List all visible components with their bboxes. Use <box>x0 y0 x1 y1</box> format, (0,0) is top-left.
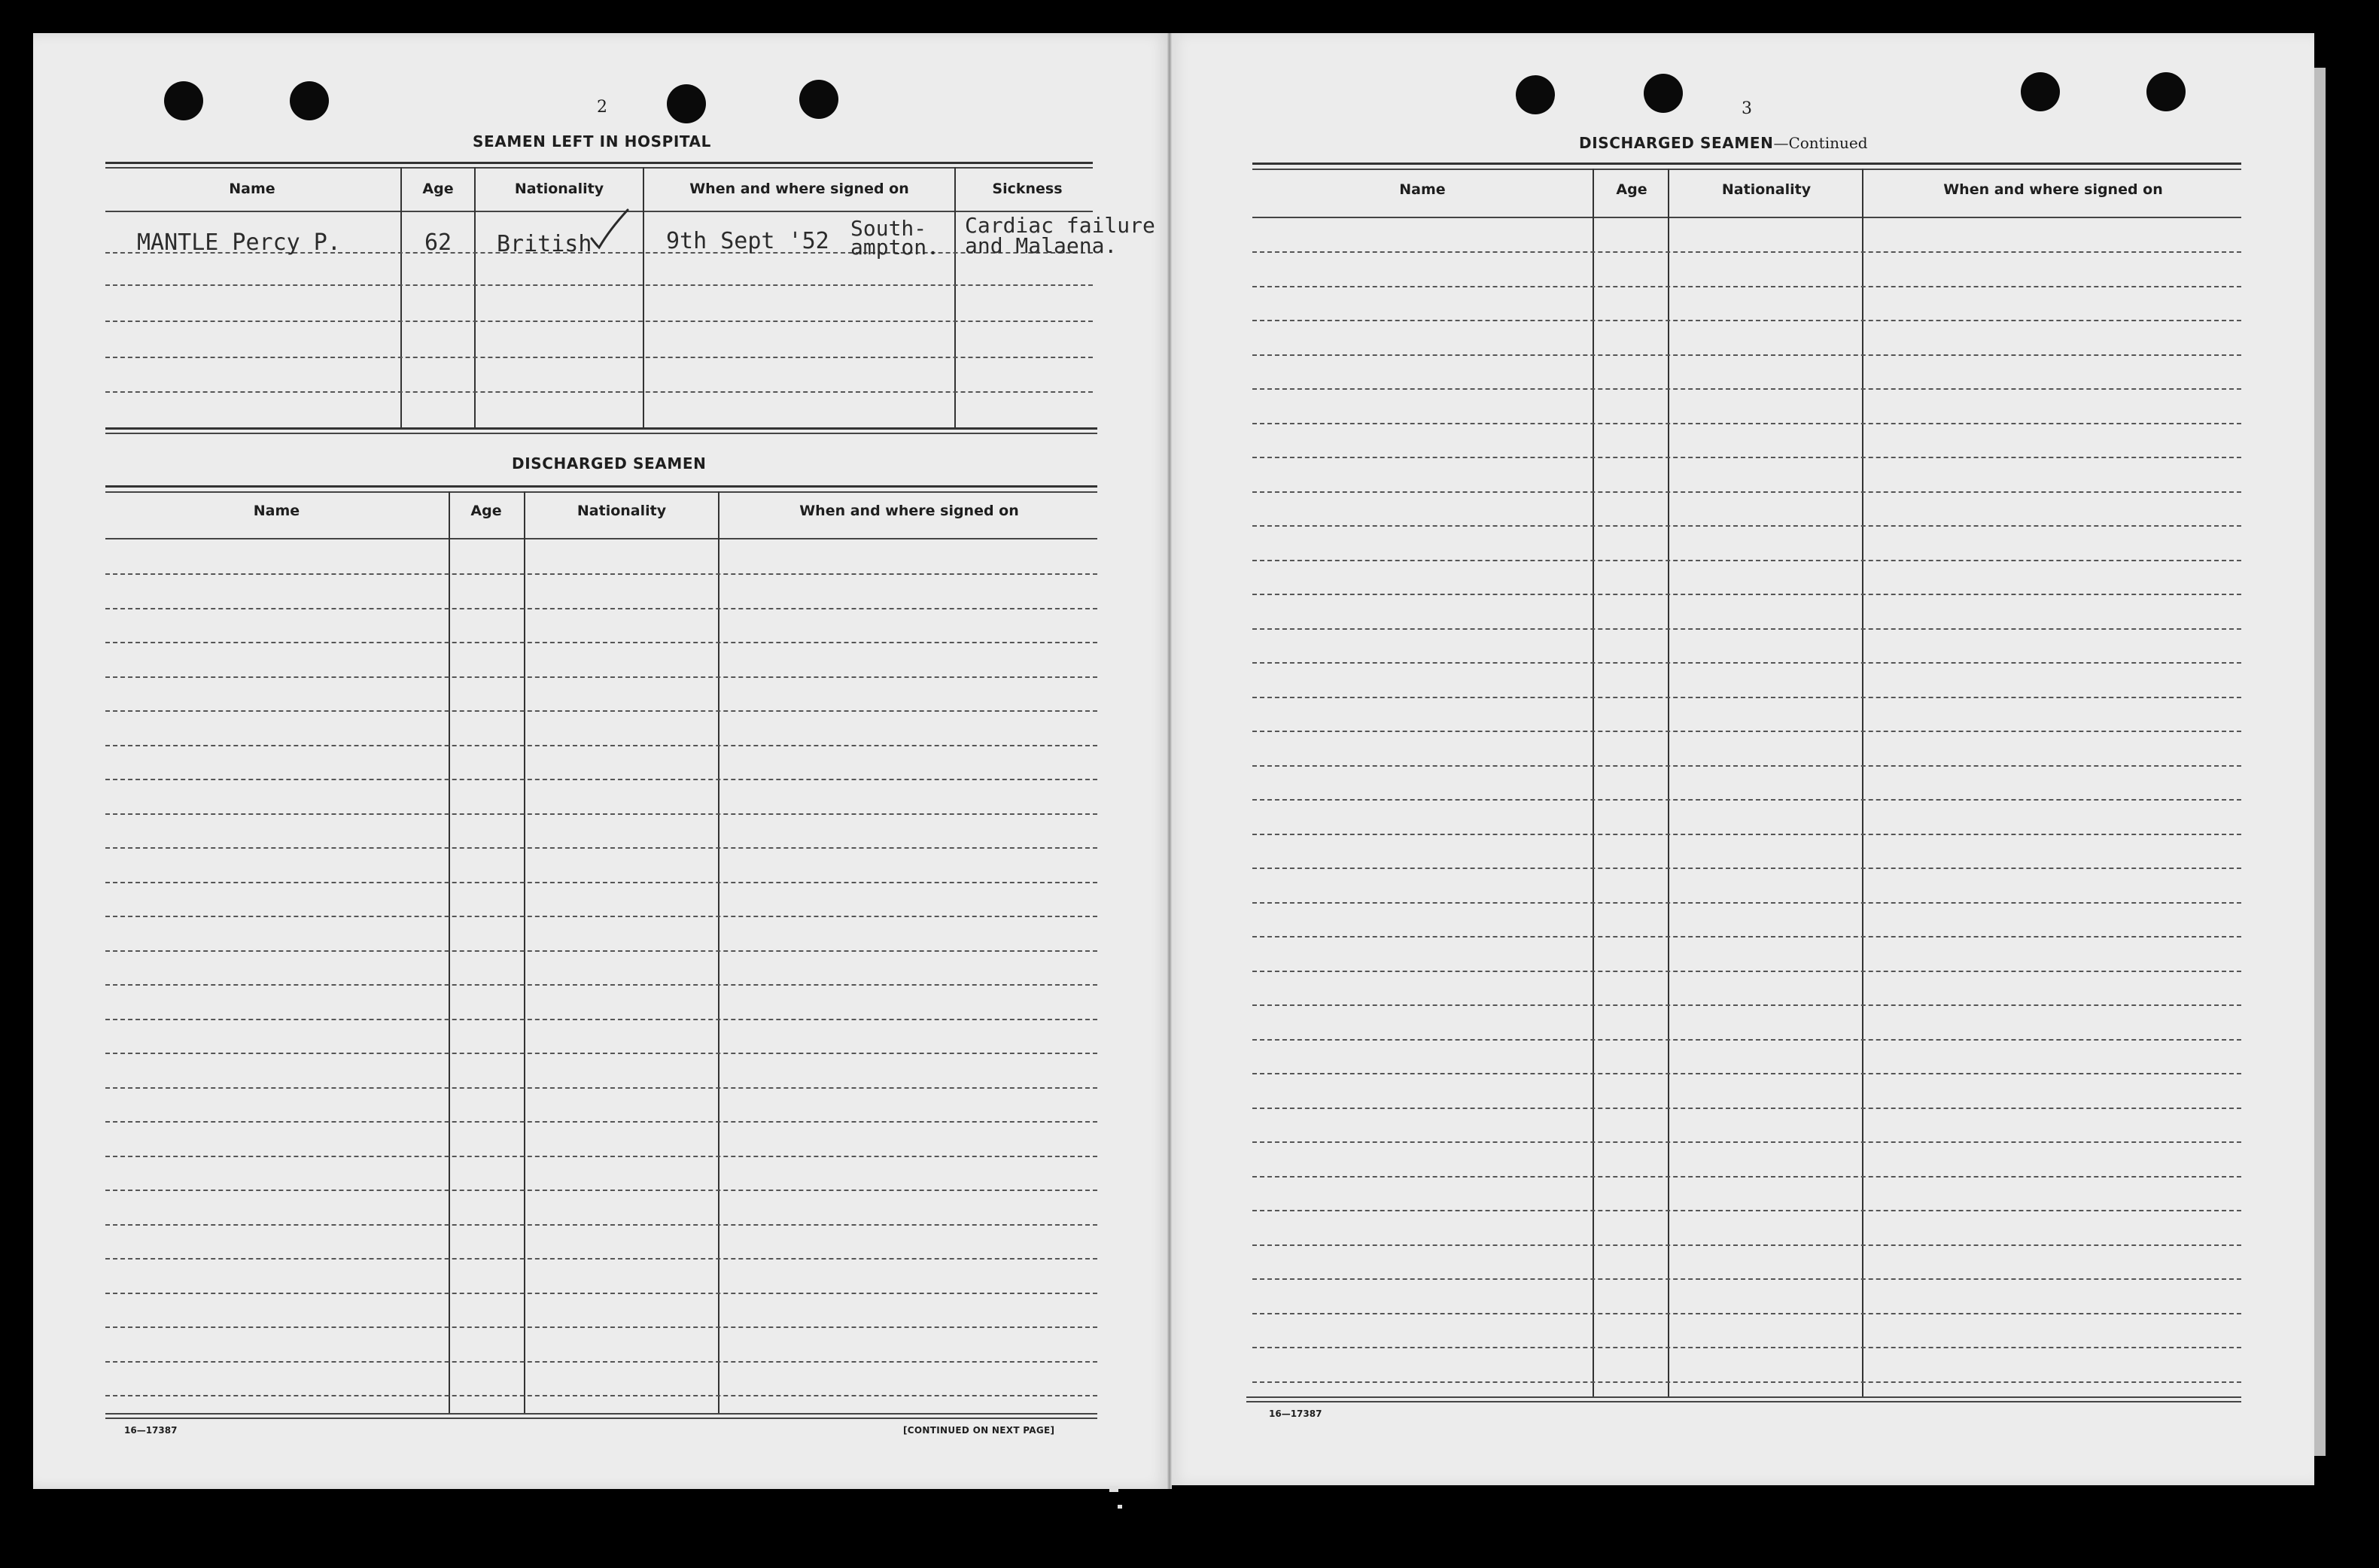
checkmark-icon <box>589 207 634 252</box>
discharged-bottom-rule <box>105 1413 1097 1415</box>
continued-header-signed-on: When and where signed on <box>1943 181 2163 198</box>
entry-line <box>105 1053 1097 1054</box>
discharged-header-signed-on: When and where signed on <box>799 503 1019 519</box>
continued-note: [CONTINUED ON NEXT PAGE] <box>903 1425 1055 1436</box>
entry-line <box>1252 697 2241 698</box>
punch-hole <box>290 81 329 120</box>
punch-hole <box>799 80 838 119</box>
entry-line <box>1252 320 2241 321</box>
entry-line <box>105 1326 1097 1328</box>
entry-line <box>1252 1073 2241 1074</box>
paper-speck <box>1118 1505 1122 1509</box>
punch-hole <box>2146 72 2186 111</box>
entry-line <box>1252 1141 2241 1143</box>
discharged-bottom-rule <box>105 1418 1097 1419</box>
form-code: 16—17387 <box>124 1425 178 1436</box>
signed-on-place-line1: South- <box>850 216 927 241</box>
column-divider <box>449 491 450 1414</box>
punch-hole <box>1644 74 1683 113</box>
sickness-line2: and Malaena. <box>965 233 1118 258</box>
entry-line <box>105 608 1097 609</box>
page-number: 2 <box>597 98 607 117</box>
paper-speck <box>1109 1486 1118 1492</box>
continued-header-name: Name <box>1399 181 1446 198</box>
discharged-top-rule <box>105 485 1097 488</box>
center-fold <box>1167 33 1172 1489</box>
column-divider <box>400 167 402 429</box>
column-divider <box>1862 169 1863 1398</box>
entry-line <box>1252 765 2241 767</box>
entry-line <box>1252 1347 2241 1348</box>
page-edge <box>2314 68 2326 1456</box>
discharged-top-rule <box>105 491 1097 493</box>
hospital-top-rule <box>105 167 1093 169</box>
discharged-continued-top-rule <box>1252 169 2241 170</box>
entry-line <box>105 1395 1097 1396</box>
entry-line <box>105 745 1097 746</box>
entry-line <box>1252 286 2241 287</box>
signed-on-place-line2: ampton. <box>850 235 940 260</box>
entry-line <box>1252 1108 2241 1109</box>
discharged-header-name: Name <box>253 503 300 519</box>
discharged-continued-top-rule <box>1252 163 2241 165</box>
continued-bottom-rule <box>1246 1401 2241 1402</box>
entry-line <box>1252 354 2241 356</box>
entry-line <box>1252 971 2241 972</box>
entry-line <box>1252 491 2241 493</box>
discharged-continued-title-suffix: —Continued <box>1773 134 1868 152</box>
entry-line <box>105 916 1097 917</box>
continued-header-rule <box>1252 217 2241 218</box>
continued-bottom-rule <box>1246 1396 2241 1398</box>
entry-line <box>105 882 1097 883</box>
punch-hole <box>164 81 203 120</box>
entry-line <box>1252 423 2241 424</box>
entry-line <box>105 1361 1097 1363</box>
column-divider <box>1668 169 1669 1398</box>
seaman-age: 62 <box>424 229 452 256</box>
entry-line <box>105 950 1097 952</box>
entry-line <box>105 1019 1097 1020</box>
entry-line <box>1252 1278 2241 1280</box>
continued-header-age: Age <box>1616 181 1647 198</box>
entry-line <box>1252 251 2241 253</box>
entry-line <box>105 1224 1097 1226</box>
entry-line <box>105 676 1097 678</box>
column-divider <box>718 491 719 1414</box>
entry-line <box>105 1190 1097 1191</box>
entry-line <box>1252 1313 2241 1314</box>
hospital-section-title: SEAMEN LEFT IN HOSPITAL <box>473 132 711 150</box>
entry-line <box>105 1087 1097 1089</box>
entry-line <box>1252 799 2241 801</box>
entry-line <box>105 813 1097 815</box>
hospital-header-sickness: Sickness <box>992 181 1063 197</box>
column-divider <box>954 167 956 429</box>
entry-line <box>105 1121 1097 1123</box>
hospital-bottom-rule <box>105 427 1097 430</box>
punch-hole <box>2021 72 2060 111</box>
discharged-continued-title <box>1579 134 1868 152</box>
entry-line <box>1252 936 2241 937</box>
discharged-header-age: Age <box>470 503 502 519</box>
entry-line <box>105 642 1097 643</box>
discharged-header-rule <box>105 538 1097 539</box>
entry-line <box>1252 628 2241 630</box>
column-divider <box>474 167 476 429</box>
seaman-name: MANTLE Percy P. <box>137 229 341 256</box>
entry-line <box>1252 457 2241 458</box>
entry-line <box>105 284 1093 286</box>
entry-line <box>105 391 1093 393</box>
entry-line <box>1252 662 2241 664</box>
entry-line <box>1252 594 2241 595</box>
entry-line <box>1252 868 2241 869</box>
entry-line <box>1252 1039 2241 1041</box>
discharged-section-title: DISCHARGED SEAMEN <box>512 454 707 473</box>
sickness-line1: Cardiac failure <box>965 213 1155 238</box>
hospital-header-age: Age <box>422 181 454 197</box>
entry-line <box>1252 731 2241 732</box>
hospital-top-rule <box>105 162 1093 164</box>
discharged-continued-title-main: DISCHARGED SEAMEN <box>1579 134 1774 152</box>
continued-header-nationality: Nationality <box>1721 181 1812 198</box>
entry-line <box>105 357 1093 358</box>
discharged-header-nationality: Nationality <box>576 503 667 519</box>
entry-line <box>105 847 1097 849</box>
entry-line <box>1252 902 2241 904</box>
seaman-nationality: British <box>497 231 592 257</box>
entry-line <box>105 1156 1097 1157</box>
entry-line <box>105 710 1097 712</box>
form-code: 16—17387 <box>1269 1408 1322 1419</box>
hospital-header-nationality: Nationality <box>514 181 604 197</box>
entry-line <box>1252 1004 2241 1006</box>
column-divider <box>524 491 525 1414</box>
entry-line <box>1252 525 2241 527</box>
entry-line <box>1252 834 2241 835</box>
punch-hole <box>1516 75 1555 114</box>
entry-line <box>1252 1381 2241 1383</box>
column-divider <box>1593 169 1594 1398</box>
entry-line <box>105 1258 1097 1260</box>
entry-line <box>105 1293 1097 1294</box>
hospital-header-signed-on: When and where signed on <box>689 181 909 197</box>
entry-line <box>105 984 1097 986</box>
hospital-bottom-rule <box>105 433 1097 434</box>
signed-on-date: 9th Sept '52 <box>666 228 829 254</box>
entry-line <box>1252 560 2241 561</box>
entry-line <box>1252 388 2241 390</box>
entry-line <box>1252 1210 2241 1211</box>
punch-hole <box>667 84 706 123</box>
column-divider <box>643 167 644 429</box>
entry-line <box>1252 1176 2241 1178</box>
page-number: 3 <box>1742 99 1752 118</box>
entry-line <box>105 779 1097 780</box>
entry-line <box>1252 1244 2241 1246</box>
entry-line <box>105 321 1093 322</box>
entry-line <box>105 573 1097 575</box>
hospital-header-name: Name <box>229 181 275 197</box>
